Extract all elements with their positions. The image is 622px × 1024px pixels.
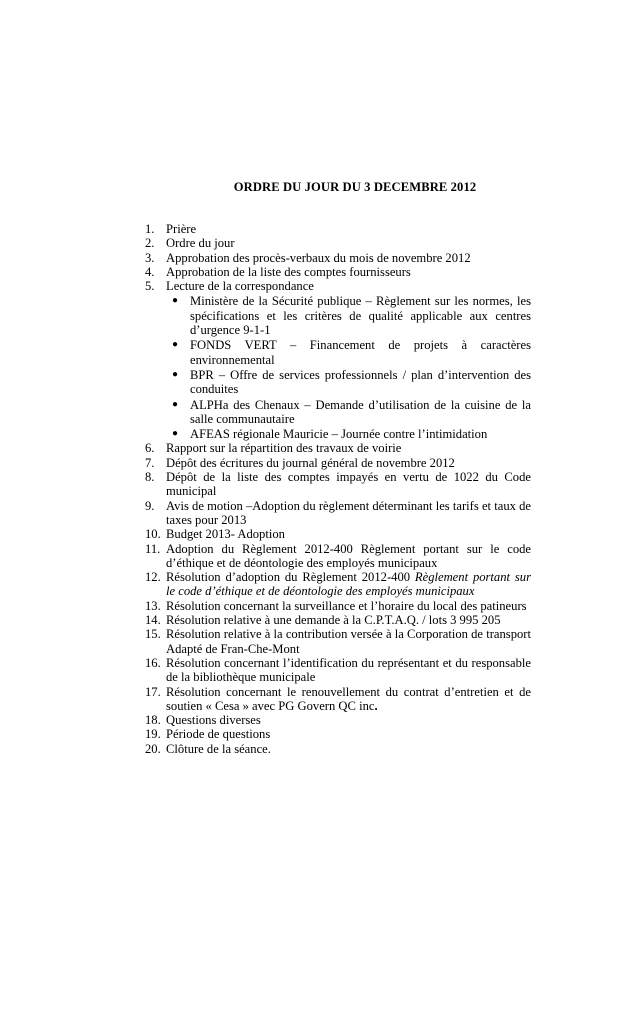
correspondance-text: FONDS VERT – Financement de projets à caractères environnemental xyxy=(190,338,531,367)
item-number: 19. xyxy=(145,727,161,742)
item-text: Prière xyxy=(166,222,197,236)
item-text: Résolution concernant l’identification du représentant et du responsable de la bibliothèque municipale xyxy=(166,655,531,685)
bullet-icon: ● xyxy=(172,428,179,440)
item-text: Clôture de la séance. xyxy=(166,741,271,756)
item-text: Questions diverses xyxy=(166,713,261,728)
item-number: 13. xyxy=(145,598,161,613)
item-number: 5. xyxy=(145,279,155,294)
item-text: Adoption du Règlement 2012-400 Règlement portant sur le code d’éthique et de déontologie des employés municipaux xyxy=(166,541,531,570)
item-number: 12. xyxy=(145,570,161,585)
agenda-item xyxy=(145,713,531,727)
item-number: 20. xyxy=(145,741,161,756)
agenda-item xyxy=(145,251,531,265)
item-number: 10. xyxy=(145,527,161,542)
agenda-item xyxy=(145,727,531,741)
agenda-item xyxy=(145,542,531,571)
item-number: 16. xyxy=(145,655,161,670)
correspondance-item xyxy=(166,294,531,337)
item-number: 11. xyxy=(145,541,161,556)
item-text-bold: . xyxy=(374,698,378,713)
agenda-item xyxy=(145,441,531,455)
bullet-icon: ● xyxy=(172,295,179,307)
item-text: Résolution relative à la contribution versée à la Corporation de transport Adapté de Fran-Che-Mont xyxy=(166,627,531,656)
correspondance-text: ALPHa des Chenaux – Demande d’utilisation de la cuisine de la salle communautaire xyxy=(190,397,531,426)
item-number: 6. xyxy=(145,441,155,456)
agenda-list xyxy=(145,222,531,756)
agenda-item xyxy=(145,279,531,441)
item-number: 4. xyxy=(145,264,155,279)
item-number: 1. xyxy=(145,222,155,236)
item-body xyxy=(166,279,531,441)
item-text: Résolution concernant la surveillance et l’horaire du local des patineurs xyxy=(166,598,527,613)
page-title: ORDRE DU JOUR DU 3 DECEMBRE 2012 xyxy=(233,180,477,194)
agenda-item xyxy=(145,742,531,756)
item-text-italic: Règlement portant sur le code d’éthique et de déontologie des employés municipaux xyxy=(166,570,531,599)
item-number: 14. xyxy=(145,613,161,628)
agenda-item xyxy=(145,456,531,470)
correspondance-text: AFEAS régionale Mauricie – Journée contre l’intimidation xyxy=(190,427,488,442)
item-body xyxy=(166,685,531,714)
item-text: Dépôt de la liste des comptes impayés en vertu de 1022 du Code municipal xyxy=(166,470,531,499)
item-text: Rapport sur la répartition des travaux de voirie xyxy=(166,441,402,456)
bullet-icon: ● xyxy=(172,368,179,380)
item-number: 18. xyxy=(145,713,161,728)
agenda-item xyxy=(145,527,531,541)
item-text: Période de questions xyxy=(166,727,271,742)
agenda-item xyxy=(145,570,531,599)
agenda-item xyxy=(145,685,531,714)
agenda-item xyxy=(145,499,531,528)
item-text: Avis de motion –Adoption du règlement déterminant les tarifs et taux de taxes pour 2013 xyxy=(166,498,531,527)
correspondance-text: BPR – Offre de services professionnels / plan d’intervention des conduites xyxy=(190,367,531,397)
correspondance-item xyxy=(166,398,531,427)
item-text: Résolution concernant le renouvellement du contrat d’entretien et de soutien « Cesa » avec PG Govern QC inc xyxy=(166,684,531,713)
agenda-item xyxy=(145,470,531,499)
item-text: Ordre du jour xyxy=(166,236,235,251)
item-text: Résolution relative à une demande à la C.P.T.A.Q. / lots 3 995 205 xyxy=(166,613,501,628)
item-number: 3. xyxy=(145,250,155,265)
correspondance-list xyxy=(166,294,531,441)
agenda-item xyxy=(145,627,531,656)
item-body xyxy=(166,570,531,599)
agenda-item xyxy=(145,265,531,279)
item-number: 17. xyxy=(145,684,161,699)
item-number: 15. xyxy=(145,627,161,642)
item-text: Lecture de la correspondance xyxy=(166,279,314,294)
correspondance-text: Ministère de la Sécurité publique – Règlement sur les normes, les spécifications et les critères de qualité applicable aux centres d’urgence 9-1-1 xyxy=(190,294,531,338)
item-number: 7. xyxy=(145,455,155,470)
item-text: Approbation des procès-verbaux du mois de novembre 2012 xyxy=(166,250,471,265)
agenda-item xyxy=(145,236,531,250)
item-number: 9. xyxy=(145,498,155,513)
agenda-item xyxy=(145,222,531,236)
agenda-item xyxy=(145,613,531,627)
bullet-icon: ● xyxy=(172,398,179,410)
correspondance-item xyxy=(166,427,531,441)
item-number: 8. xyxy=(145,470,155,485)
item-text: Résolution d’adoption du Règlement 2012-400 xyxy=(166,570,415,585)
item-text: Approbation de la liste des comptes fournisseurs xyxy=(166,264,411,279)
item-text: Dépôt des écritures du journal général de novembre 2012 xyxy=(166,455,455,470)
correspondance-item xyxy=(166,338,531,367)
agenda-item xyxy=(145,656,531,685)
bullet-icon: ● xyxy=(172,339,179,351)
item-number: 2. xyxy=(145,236,155,251)
item-text: Budget 2013- Adoption xyxy=(166,527,285,542)
agenda-item xyxy=(145,599,531,613)
correspondance-item xyxy=(166,368,531,397)
